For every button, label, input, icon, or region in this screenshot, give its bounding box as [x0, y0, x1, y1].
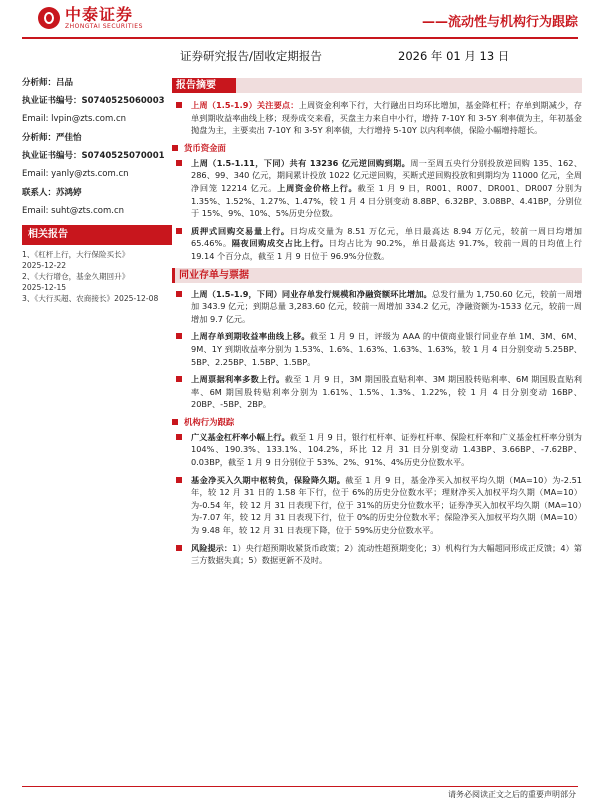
related-report-date: 2025-12-15: [22, 283, 67, 292]
email-line[interactable]: Email: lvpin@zts.com.cn: [22, 114, 127, 124]
footer-disclaimer: 请务必阅读正文之后的重要声明部分: [448, 790, 576, 799]
cert-line: 执业证书编号：S0740525060003: [22, 96, 165, 106]
bullet-square-icon: [176, 291, 182, 297]
brand-logo: [38, 6, 143, 30]
bullet-square-icon: [176, 545, 182, 551]
report-date: 2026 年 01 月 13 日: [398, 49, 510, 63]
brand-name-en: ZHONGTAI SECURITIES: [65, 23, 143, 30]
series-title: ——流动性与机构行为跟踪: [421, 15, 578, 30]
section-square-icon: [172, 419, 178, 425]
analyst-line: 分析师：严佳怡: [22, 133, 82, 143]
section-square-icon: [172, 145, 178, 151]
bullet-square-icon: [176, 228, 182, 234]
bullet-square-icon: [176, 333, 182, 339]
bullet-paragraph: 上周票据利率多数上行。截至 1 月 9 日，3M 期国股直贴利率、3M 期国股转贴利率、6M 期国股直贴利率、6M 期国股转贴利率分别为 1.61%、1.5%、1.3%、1.22%，较 1 月 4 日分别变动 16BP、20BP、-5BP、2BP。: [172, 373, 582, 411]
summary-paragraph: 上周（1.5-1.9）关注要点：上周资金利率下行，大行融出日均环比增加，基金降杠杆；存单到期减少，存单到期收益率曲线上移；现券成交来看，买盘主力来自中小行，增持 7-10Y 和 3-5Y 利率债为主，年初基金抛盘为主，主要卖出 7-10Y 和 3-5Y 利率债，大行增持 5-10Y 以内利率债，保险小幅增持超长。: [172, 99, 582, 137]
related-report-date: 2025-12-22: [22, 261, 67, 270]
report-type: 证券研究报告/固收定期报告: [180, 49, 322, 63]
bullet-paragraph: 上周存单到期收益率曲线上移。截至 1 月 9 日，评级为 AAA 的中债商业银行同业存单 1M、3M、6M、9M、1Y 到期收益率分别为 1.53%、1.6%、1.63%、1.63%、1.63%，较 1 月 4 日分别变动 5.25BP、5BP、2.25BP、1.5BP、1.5BP。: [172, 330, 582, 368]
risk-paragraph: 风险提示：1）央行超预期收紧货币政策；2）流动性超预期变化；3）机构行为大幅超同形成正反馈；4）第三方数据失真；5）数据更新不及时。: [172, 542, 582, 567]
brand-name-cn: 中泰证券: [65, 5, 134, 24]
footer-divider: [22, 786, 578, 787]
related-reports-header: 相关报告: [22, 225, 172, 245]
bullet-paragraph: 质押式回购交易量上行。日均成交量为 8.51 万亿元，单日最高达 8.94 万亿元，较前一周日均增加 65.46%。隔夜回购成交占比上行。日均占比为 90.2%，单日最高达 91.7%，较前一周的日均值上行 19.14 个百分点，截至 1 月 9 日位于 96.9%分位数。: [172, 225, 582, 263]
bullet-paragraph: 广义基金杠杆率小幅上行。截至 1 月 9 日，银行杠杆率、证券杠杆率、保险杠杆率和广义基金杠杆率分别为 104%、190.3%、133.1%、104.2%，环比 12 月 31 日分别变动 1.43BP、3.66BP、-7.62BP、0.03BP，截至 1 月 9 日分别位于 53%、2%、91%、4%历史分位数水平。: [172, 431, 582, 469]
email-line[interactable]: Email: suht@zts.com.cn: [22, 206, 125, 216]
contact-line: 联系人：苏鸿婷: [22, 188, 82, 198]
bullet-square-icon: [176, 477, 182, 483]
summary-header-band: [172, 78, 582, 93]
bullet-square-icon: [176, 102, 182, 108]
header-divider: [22, 37, 578, 39]
section-heading-money: 货币资金面: [172, 142, 582, 154]
report-body: [172, 78, 582, 572]
section-heading-institution: 机构行为跟踪: [172, 416, 582, 428]
cert-line: 执业证书编号：S0740525070001: [22, 151, 165, 161]
analyst-sidebar: [22, 78, 172, 304]
summary-title: 报告摘要: [172, 78, 236, 93]
bullet-square-icon: [176, 160, 182, 166]
bullet-paragraph: 基金净买入久期中枢转负，保险降久期。截至 1 月 9 日，基金净买入加权平均久期（MA=10）为-2.51 年，较 12 月 31 日的 1.58 年下行，位于 6%的历史分位数水平；理财净买入加权平均久期（MA=10）为-0.54 年，较 12 月 31 日表现下行，位于 31%的历史分位数水平；证券净买入加权平均久期（MA=10）为-7.07 年，较 12 月 31 日表现下行，位于 0%的历史分位数水平；保险净买入加权平均久期（MA=10）为 9.48 年，较 12 月 31 日表现下降，位于 59%历史分位数水平。: [172, 474, 582, 537]
page-header: [0, 0, 600, 40]
bullet-square-icon: [176, 376, 182, 382]
related-report-item[interactable]: 2、《大行增仓，基金久期回升》: [22, 272, 130, 281]
analyst-line: 分析师：吕品: [22, 78, 74, 88]
bullet-paragraph: 上周（1.5-1.9，下同）同业存单发行规模和净融资额环比增加。总发行量为 1,750.60 亿元，较前一周增加 343.9 亿元；到期总量 3,283.60 亿元，较前一周增加 334.2 亿元，净融资额为-1533 亿元，较前一周增加 9.7 亿元。: [172, 288, 582, 326]
bullet-square-icon: [176, 434, 182, 440]
section-heading-cd: 同业存单与票据: [172, 268, 582, 283]
bullet-paragraph: 上周（1.5-1.11，下同）共有 13236 亿元逆回购到期。周一至周五央行分别投放逆回购 135、162、286、99、340 亿元，期间累计投放 1022 亿元逆回购，买断式逆回购投放和到期均为 11000 亿元，全周净回笼 12214 亿元。上周资金价格上行。截至 1 月 9 日，R001、R007、DR001、DR007 分别为 1.35%、1.52%、1.27%、1.47%，较 1 月 4 日分别变动 8.8BP、6.32BP、3.08BP、4.41BP，分别位于 15%、9%、10%、5%历史分位数。: [172, 157, 582, 220]
related-report-item[interactable]: 3、《大行买超、农商接长》2025-12-08: [22, 294, 159, 303]
email-line[interactable]: Email: yanly@zts.com.cn: [22, 169, 129, 179]
related-reports-list: [22, 249, 172, 304]
related-report-item[interactable]: 1、《杠杆上行，大行保险买长》: [22, 250, 130, 259]
brand-logo-icon: [38, 7, 60, 29]
